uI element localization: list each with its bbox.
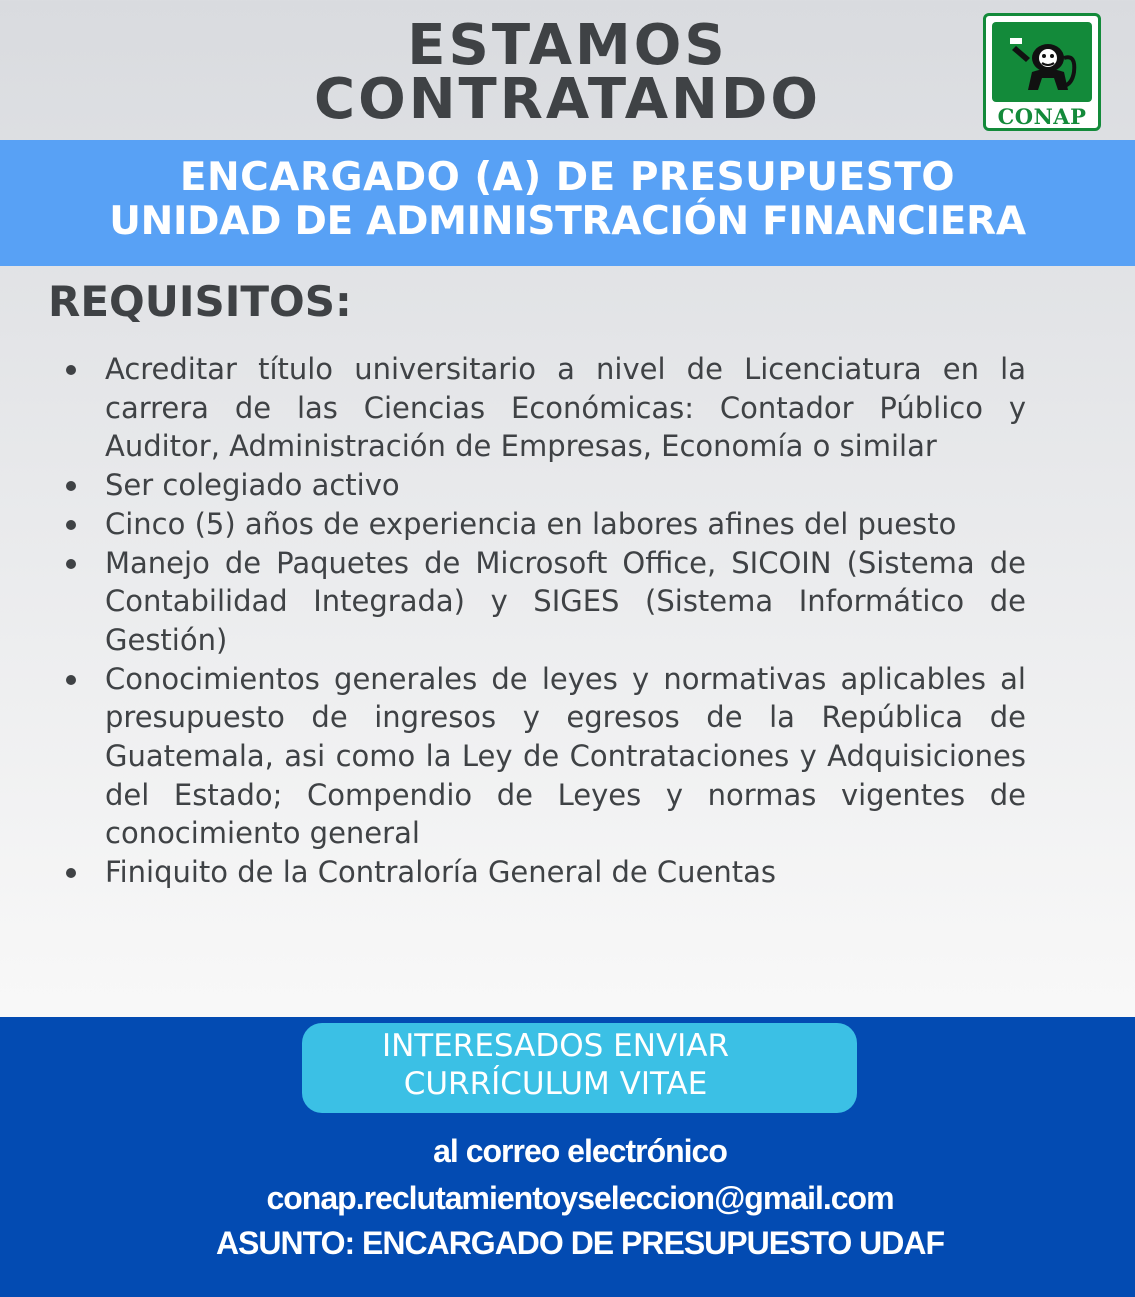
requirement-item (60, 544, 1026, 660)
requirement-text: Finiquito de la Contraloría General de Cuentas (105, 855, 777, 890)
cta-badge (302, 1023, 857, 1113)
cta-line-1: INTERESADOS ENVIAR (381, 1028, 730, 1064)
requirement-item (60, 505, 1026, 544)
headline-line-1: ESTAMOS (407, 13, 728, 78)
requirement-text: Conocimientos generales de leyes y normativas aplicables al presupuesto de ingresos y egresos de la República de Guatemala, asi como la Ley de Contrataciones y Adquisiciones del Estado; Compendio de Leyes y normas vigentes de conocimiento general (105, 661, 1026, 851)
bullet-icon (66, 868, 76, 878)
requirement-text: Ser colegiado activo (105, 468, 400, 503)
contact-footer (0, 1017, 1135, 1297)
logo-text: CONAP (997, 104, 1087, 129)
bullet-icon (66, 481, 76, 491)
bullet-icon (66, 365, 76, 375)
position-banner (0, 140, 1135, 266)
position-title: ENCARGADO (A) DE PRESUPUESTO (179, 155, 956, 200)
requirement-item (60, 466, 1026, 505)
requirement-text: Cinco (5) años de experiencia en labores afines del puesto (105, 506, 957, 541)
position-unit: UNIDAD DE ADMINISTRACIÓN FINANCIERA (109, 199, 1026, 244)
bullet-icon (66, 520, 76, 530)
requirements-title: REQUISITOS: (48, 277, 352, 326)
conap-logo (983, 13, 1101, 131)
contact-email: conap.reclutamientoyseleccion@gmail.com (266, 1180, 894, 1216)
contact-subject: ASUNTO: ENCARGADO DE PRESUPUESTO UDAF (215, 1225, 945, 1261)
requirement-text: Manejo de Paquetes de Microsoft Office, SICOIN (Sistema de Contabilidad Integrada) y SIGES (Sistema Informático de Gestión) (105, 545, 1026, 657)
header (0, 0, 1135, 140)
bullet-icon (66, 675, 76, 685)
requirement-item (60, 660, 1026, 854)
logo-emblem (992, 22, 1092, 102)
requirements-list (60, 350, 1026, 892)
headline-line-2: CONTRATANDO (313, 67, 822, 132)
requirement-text: Acreditar título universitario a nivel de Licenciatura en la carrera de las Ciencias Económicas: Contador Público y Auditor, Administración de Empresas, Economía o similar (105, 352, 1026, 464)
monkey-icon (1002, 28, 1082, 96)
bullet-icon (66, 559, 76, 569)
requirement-item (60, 853, 1026, 892)
cta-line-2: CURRÍCULUM VITAE (403, 1066, 708, 1102)
contact-intro: al correo electrónico (433, 1133, 727, 1169)
requirement-item (60, 350, 1026, 466)
